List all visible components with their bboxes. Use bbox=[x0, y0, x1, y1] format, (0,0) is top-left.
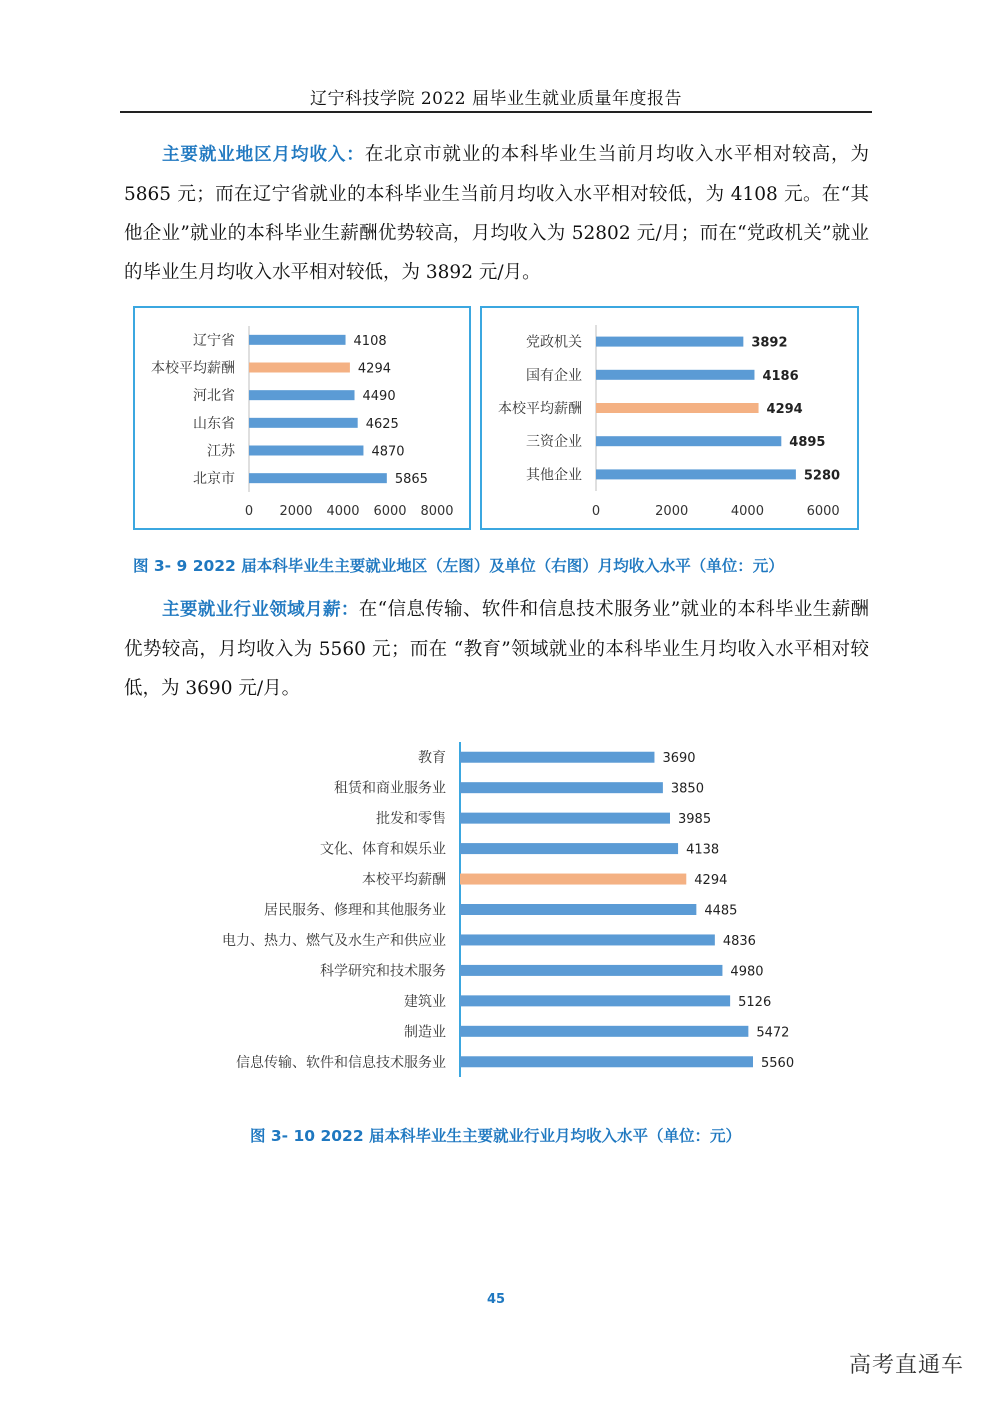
data-label: 4625 bbox=[365, 416, 399, 432]
watermark-text: 高考直通车 bbox=[848, 1353, 964, 1378]
region-income-chart-svg bbox=[135, 308, 469, 528]
x-tick-label: 0 bbox=[244, 504, 254, 519]
category-label: 教育 bbox=[418, 750, 446, 767]
x-tick-label: 4000 bbox=[326, 504, 360, 519]
bar bbox=[460, 1056, 753, 1067]
category-label: 河北省 bbox=[193, 388, 235, 405]
paragraph-lead: 主要就业地区月均收入： bbox=[162, 145, 365, 165]
category-label: 辽宁省 bbox=[193, 332, 235, 349]
header-rule bbox=[120, 111, 872, 113]
figure-caption-3-9: 图 3- 9 2022 届本科毕业生主要就业地区（左图）及单位（右图）月均收入水平（单位：元） bbox=[133, 557, 784, 575]
data-label: 4870 bbox=[371, 444, 405, 460]
category-label: 本校平均薪酬 bbox=[362, 872, 446, 889]
category-label: 北京市 bbox=[193, 471, 235, 488]
category-label: 三资企业 bbox=[526, 434, 582, 451]
bar bbox=[460, 752, 654, 763]
paragraph-region-income bbox=[124, 135, 869, 292]
data-label: 5865 bbox=[394, 472, 428, 488]
category-label: 文化、体育和娱乐业 bbox=[320, 841, 446, 858]
data-label: 4294 bbox=[766, 402, 803, 417]
data-label: 4294 bbox=[694, 873, 728, 889]
bar bbox=[596, 337, 743, 347]
bar bbox=[249, 473, 387, 483]
bar bbox=[460, 1026, 748, 1037]
data-label: 5472 bbox=[756, 1025, 790, 1041]
x-tick-label: 8000 bbox=[420, 504, 454, 519]
paragraph-lead: 主要就业行业领域月薪： bbox=[162, 600, 359, 620]
running-header: 辽宁科技学院 2022 届毕业生就业质量年度报告 bbox=[309, 89, 683, 109]
bar bbox=[596, 436, 781, 446]
bar bbox=[460, 934, 715, 945]
category-label: 党政机关 bbox=[526, 334, 582, 351]
category-label: 山东省 bbox=[193, 415, 235, 432]
category-label: 租赁和商业服务业 bbox=[334, 780, 446, 797]
bar-school-average bbox=[460, 874, 686, 885]
paragraph-body: 在北京市就业的本科毕业生当前月均收入水平相对较高，为 5865 元；而在辽宁省就业的本科毕业生当前月均收入水平相对较低，为 4108 元。在“其他企业”就业的本科毕业生薪酬优势较高，月均收入为 52802 元/月；而在“党政机关”就业的毕业生月均收入水平相对较低，为 3892 元/月。 bbox=[124, 144, 869, 283]
bar bbox=[460, 813, 670, 824]
bar bbox=[249, 446, 363, 456]
data-label: 4138 bbox=[686, 842, 720, 858]
category-label: 批发和零售 bbox=[376, 811, 446, 828]
paragraph-industry-income bbox=[124, 590, 869, 708]
x-tick-label: 6000 bbox=[806, 504, 840, 519]
data-label: 3690 bbox=[662, 751, 696, 767]
category-label: 其他企业 bbox=[526, 467, 582, 484]
x-tick-label: 2000 bbox=[279, 504, 313, 519]
category-label: 居民服务、修理和其他服务业 bbox=[264, 902, 446, 919]
industry-income-chart bbox=[120, 735, 880, 1085]
data-label: 5126 bbox=[738, 994, 772, 1010]
bar-school-average bbox=[249, 363, 350, 373]
paragraph-body: 在“信息传输、软件和信息技术服务业”就业的本科毕业生薪酬优势较高，月均收入为 5560 元；而在 “教育”领域就业的本科毕业生月均收入水平相对较低，为 3690 元/月。 bbox=[124, 599, 870, 699]
bar bbox=[460, 782, 663, 793]
region-income-chart bbox=[133, 306, 471, 530]
data-label: 4108 bbox=[353, 333, 387, 349]
bar bbox=[249, 418, 358, 428]
page-number: 45 bbox=[486, 1292, 506, 1307]
data-label: 3892 bbox=[751, 335, 788, 351]
bar bbox=[460, 843, 678, 854]
data-label: 4490 bbox=[362, 389, 396, 405]
bar bbox=[249, 335, 346, 345]
data-label: 3850 bbox=[670, 781, 704, 797]
bar bbox=[596, 370, 754, 380]
industry-income-chart-svg bbox=[120, 735, 880, 1085]
category-label: 国有企业 bbox=[526, 367, 582, 384]
data-label: 4186 bbox=[762, 368, 799, 384]
x-tick-label: 2000 bbox=[655, 504, 689, 519]
category-label: 电力、热力、燃气及水生产和供应业 bbox=[222, 932, 446, 949]
data-label: 4294 bbox=[357, 361, 392, 377]
data-label: 5560 bbox=[761, 1055, 795, 1071]
bar bbox=[460, 965, 722, 976]
bar bbox=[596, 469, 796, 479]
x-tick-label: 0 bbox=[591, 504, 601, 519]
x-tick-label: 6000 bbox=[373, 504, 407, 519]
category-label: 信息传输、软件和信息技术服务业 bbox=[236, 1054, 446, 1071]
category-label: 制造业 bbox=[404, 1024, 446, 1041]
data-label: 3985 bbox=[678, 812, 712, 828]
category-label: 江苏 bbox=[207, 443, 235, 460]
data-label: 4895 bbox=[789, 435, 826, 451]
bar bbox=[249, 390, 355, 400]
bar bbox=[460, 904, 696, 915]
bar-school-average bbox=[596, 403, 759, 413]
data-label: 4980 bbox=[730, 964, 764, 980]
x-tick-label: 4000 bbox=[730, 504, 764, 519]
category-label: 建筑业 bbox=[404, 993, 446, 1010]
category-label: 科学研究和技术服务 bbox=[320, 963, 446, 980]
bar bbox=[460, 995, 730, 1006]
employer-income-chart-svg bbox=[482, 308, 857, 528]
figure-caption-3-10: 图 3- 10 2022 届本科毕业生主要就业行业月均收入水平（单位：元） bbox=[250, 1127, 742, 1145]
data-label: 4485 bbox=[704, 903, 738, 919]
data-label: 5280 bbox=[803, 468, 841, 484]
employer-income-chart bbox=[480, 306, 859, 530]
category-label: 本校平均薪酬 bbox=[151, 360, 235, 377]
category-label: 本校平均薪酬 bbox=[498, 401, 582, 417]
data-label: 4836 bbox=[722, 933, 756, 949]
